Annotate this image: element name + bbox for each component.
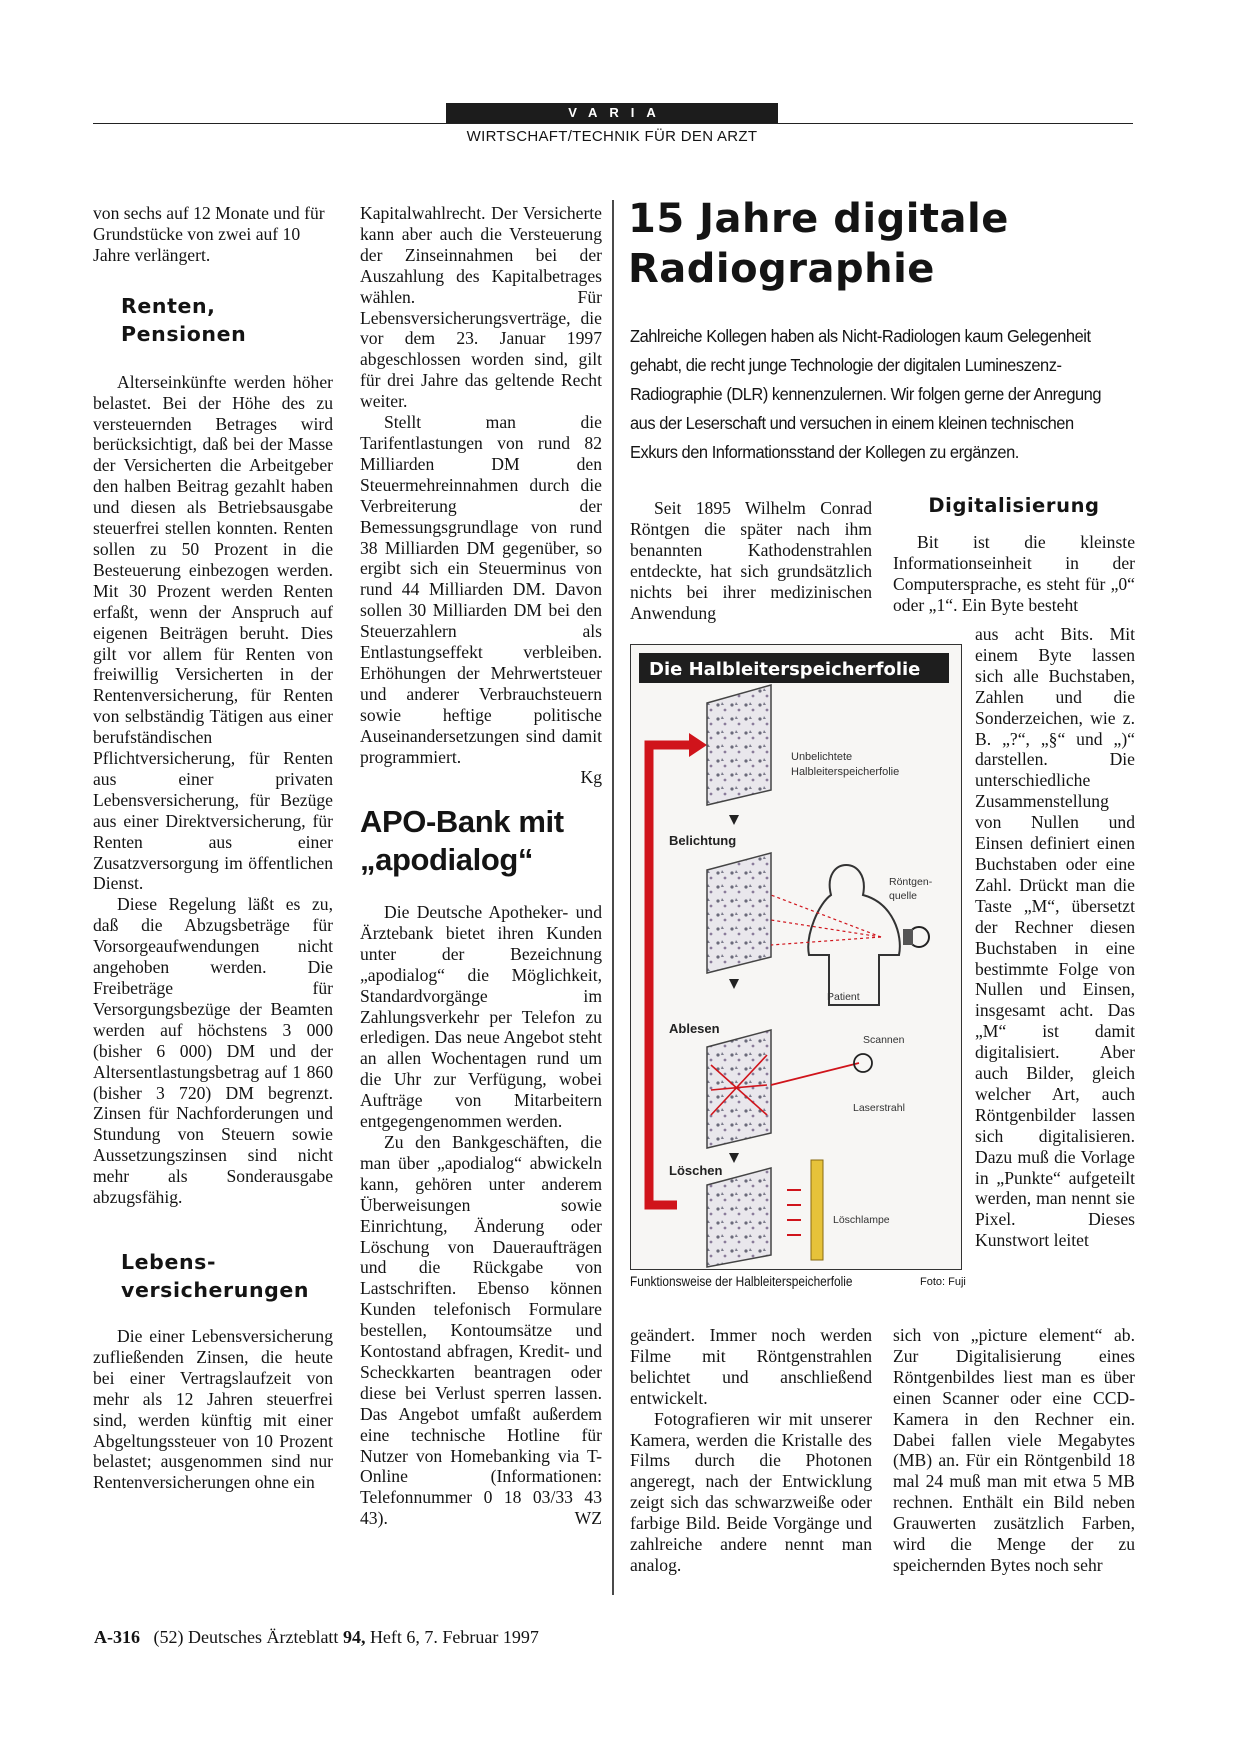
header-rule — [93, 123, 1133, 124]
plate-belichtung — [707, 853, 771, 973]
paragraph: sich von „picture element“ ab. Zur Digitalisierung eines Röntgenbildes liest man es über einen Scanner oder eine CCD-Kamera in den Rechner ein. Dabei fallen viele Megabytes (MB) an. Für ein Röntgenbild 18 mal 24 muß man mit etwa 5 MB rechnen. Enthält ein Bild neben Grauwerten zusätzlich Farben, wird die Menge der zu speichernden Bytes noch sehr — [893, 1325, 1135, 1575]
col1-intro: von sechs auf 12 Monate und für Grundstücke von zwei auf 10 Jahre verlängert. — [93, 203, 325, 265]
paragraph: Seit 1895 Wilhelm Conrad Röntgen die später nach ihm benannten Kathodenstrahlen entdeckte, hat sich grundsätzlich nichts bei ihrer medizinischen Anwendung — [630, 498, 872, 623]
paragraph: Zu den Bankgeschäften, die man über „apodialog“ abwickeln kann, gehören unter anderem Überweisungen sowie Einrichtung, Änderung oder Löschung von Daueraufträgen und die Rückgabe von Lastschriften. Ebenso können Kunden telefonisch Formulare bestellen, Kontoumsätze und Kontostand abfragen, Kredit- und Scheckkarten beantragen oder diese bei Verlust sperren lassen. Das Angebot umfaßt außerdem eine technische Hotline für Nutzer von Homebanking via T-Online (Informationen: Telefonnummer 0 18 03/33 43 43). — [360, 1131, 602, 1529]
label-patient: Patient — [827, 991, 860, 1003]
column-divider — [612, 200, 614, 1595]
volume: 94, — [342, 1627, 366, 1647]
column-3-bottom — [630, 1325, 872, 1576]
column-2 — [360, 203, 602, 788]
label-loeschen: Löschen — [669, 1163, 723, 1178]
title-line2: Radiographie — [628, 246, 935, 292]
figure-title: Die Halbleiterspeicherfolie — [649, 659, 921, 680]
section-title: VARIA — [568, 105, 668, 120]
label-unbelichtete: Unbelichtete — [791, 751, 853, 763]
heading-renten-line1: Renten, — [121, 293, 216, 318]
section-subtitle: WIRTSCHAFT/TECHNIK FÜR DEN ARZT — [466, 128, 758, 145]
figure-caption: Funktionsweise der Halbleiterspeicherfolie — [630, 1274, 853, 1289]
article-lead: Zahlreiche Kollegen haben als Nicht-Radiologen kaum Gelegenheit gehabt, die recht junge Technologie der digitalen Lumineszenz-Radiographie (DLR) kennenzulernen. Wir folgen gerne der Anregung aus der Leserschaft und versuchen in einem kleinen technischen Exkurs den Informationsstand der Kollegen zu ergänzen. — [630, 326, 1102, 462]
paragraph: Fotografieren wir mit unserer Kamera, werden die Kristalle des Films durch die Photonen angeregt, nach der Entwicklung zeigt sich das schwarzweiße oder farbige Bild. Beide Vorgänge und zahlreiche andere nennt man analog. — [630, 1408, 872, 1575]
article-title — [628, 194, 1108, 294]
cycle-arrow — [649, 745, 691, 1205]
column-4-bottom — [893, 1325, 1135, 1576]
label-belichtung: Belichtung — [669, 833, 737, 848]
figure-credit: Foto: Fuji — [920, 1276, 966, 1288]
label-laserstrahl: Laserstrahl — [853, 1102, 905, 1114]
halbleiter-diagram — [631, 645, 961, 1269]
paragraph: Bit ist die kleinste Informationseinheit in der Computersprache, es steht für „0“ oder „1“. Ein Byte besteht — [893, 532, 1135, 615]
apo-heading — [360, 803, 605, 879]
page-number: A-316 — [94, 1627, 140, 1647]
heading-lebens-line2: versicherungen — [121, 1277, 310, 1302]
down-arrow-2 — [729, 979, 739, 989]
cycle-arrow-head — [689, 733, 707, 757]
label-halbleiter: Halbleiterspeicherfolie — [791, 766, 900, 778]
paragraph: geändert. Immer noch werden Filme mit Röntgenstrahlen belichtet und anschließend entwickelt. — [630, 1325, 872, 1408]
paragraph: Diese Regelung läßt es zu, daß die Abzugsbeträge für Vorsorgeaufwendungen nicht angehoben werden. Die Freibeträge für Versorgungsbezüge der Beamten werden auf höchstens 3 000 (bisher 6 000) DM und der Altersentlastungsbetrag auf 1 860 (bisher 3 720) DM begrenzt. Zinsen für Nachforderungen und Stundung von Steuern sowie Aussetzungszinsen sind nicht mehr als Sonderausgabe abzugsfähig. — [93, 894, 333, 1208]
apo-heading-line2: „apodialog“ — [360, 842, 533, 877]
issue-prefix: (52) Deutsches Ärzteblatt — [153, 1627, 339, 1647]
label-roentgen-2: quelle — [889, 890, 918, 902]
column-2-apo — [360, 902, 602, 1529]
column-3-top — [630, 498, 872, 623]
heading-digitalisierung: Digitalisierung — [928, 494, 1100, 517]
issue-suffix: Heft 6, 7. Februar 1997 — [369, 1627, 539, 1647]
paragraph: Kapitalwahlrecht. Der Versicherte kann aber auch die Versteuerung der Zinseinnahmen bei der Auszahlung des Kapitalbetrages wählen. Für Lebensversicherungsverträge, die vor dem 23. Januar 1997 abgeschlossen worden sind, gilt für drei Jahre das geltende Recht weiter. — [360, 203, 602, 412]
title-line1: 15 Jahre digitale — [628, 196, 1009, 242]
down-arrow-3 — [729, 1153, 739, 1163]
eraser-lamp-icon — [811, 1160, 823, 1260]
page-footer — [94, 1627, 539, 1648]
heading-lebens-line1: Lebens- — [121, 1249, 217, 1274]
paragraph: Stellt man die Tarifentlastungen von rund 82 Milliarden DM den Steuermehreinnahmen durch die Verbreiterung der Bemessungsgrundlage von rund 38 Milliarden DM gegenüber, so ergibt sich ein Steuerminus von rund 44 Milliarden DM. Davon sollen 30 Milliarden DM bei den Steuerzahlern als Entlastungseffekt verbleiben. Erhöhungen der Mehrwertsteuer und anderer Verbrauchsteuern sowie heftige politische Auseinandersetzungen sind damit programmiert. — [360, 412, 602, 767]
label-scannen: Scannen — [863, 1034, 905, 1046]
label-loeschlampe: Löschlampe — [833, 1214, 890, 1226]
column-4-narrow — [975, 624, 1135, 1251]
patient-silhouette — [808, 865, 900, 1005]
column-1 — [93, 203, 333, 1493]
plate-loeschen — [707, 1168, 771, 1267]
paragraph: Die Deutsche Apotheker- und Ärztebank bietet ihren Kunden unter der Bezeichnung „apodialog“ die Möglichkeit, Standardvorgänge im Zahlungsverkehr per Telefon zu erledigen. Das neue Angebot steht an allen Wochentagen rund um die Uhr zur Verfügung, wobei Aufträge von Mitarbeitern entgegengenommen werden. — [360, 902, 602, 1132]
label-roentgen-1: Röntgen- — [889, 876, 933, 888]
figure-diagram — [630, 644, 962, 1270]
paragraph: aus acht Bits. Mit einem Byte lassen sich alle Buchstaben, Zahlen und die Sonderzeichen, wie z. B. „?“, „§“ und „)“ darstellen. Die unterschiedliche Zusammenstellung von Nullen und Einsen definiert einen Buchstaben oder eine Zahl. Drückt man die Taste „M“, übersetzt der Rechner diesen Buchstaben in eine bestimmte Folge von Nullen und Einsen, insgesamt acht. Das „M“ ist damit digitalisiert. Aber auch Bilder, gleich welcher Art, auch Röntgenbilder lassen sich digitalisieren. Dazu muß die Vorlage in „Punkte“ aufgeteilt werden, man nennt sie Pixel. Dieses Kunstwort leitet — [975, 624, 1135, 1251]
apo-heading-line1: APO-Bank mit — [360, 804, 564, 839]
section-banner — [446, 103, 778, 123]
paragraph: Die einer Lebensversicherung zufließenden Zinsen, die heute bei einer Vertragslaufzeit von mehr als 12 Jahren steuerfrei sind, werden künftig mit einer Abgeltungssteuer von 10 Prozent belastet; ausgenommen sind nur Rentenversicherungen ohne ein — [93, 1325, 333, 1493]
heading-renten-line2: Pensionen — [121, 321, 247, 346]
label-ablesen: Ablesen — [669, 1021, 720, 1036]
paragraph: Alterseinkünfte werden höher belastet. Bei der Höhe des zu versteuernden Betrages wird berücksichtigt, daß bei der Masse der Versicherten die Arbeitgeber den halben Beitrag gezahlt haben und diesen als Betriebsausgabe steuerfrei stellen konnten. Renten sollen zu 50 Prozent in die Besteuerung einbezogen werden. Mit 30 Prozent werden Renten erfaßt, wenn der Anspruch auf eigenen Beiträgen beruht. Dies gilt vor allem für Renten von freiwillig Versicherten in der Rentenversicherung, für Renten von selbständig Tätigen aus einer berufständischen Pflichtversicherung, für Renten aus einer privaten Lebensversicherung, für Bezüge aus einer Direktversicherung, für Renten aus einer Zusatzversorgung im öffentlichen Dienst. — [93, 371, 333, 894]
down-arrow-1 — [729, 815, 739, 825]
author-sign: Kg — [580, 767, 602, 788]
plate-unbelichtet — [707, 685, 771, 805]
author-sign: WZ — [574, 1508, 602, 1529]
column-4-top — [893, 492, 1135, 616]
